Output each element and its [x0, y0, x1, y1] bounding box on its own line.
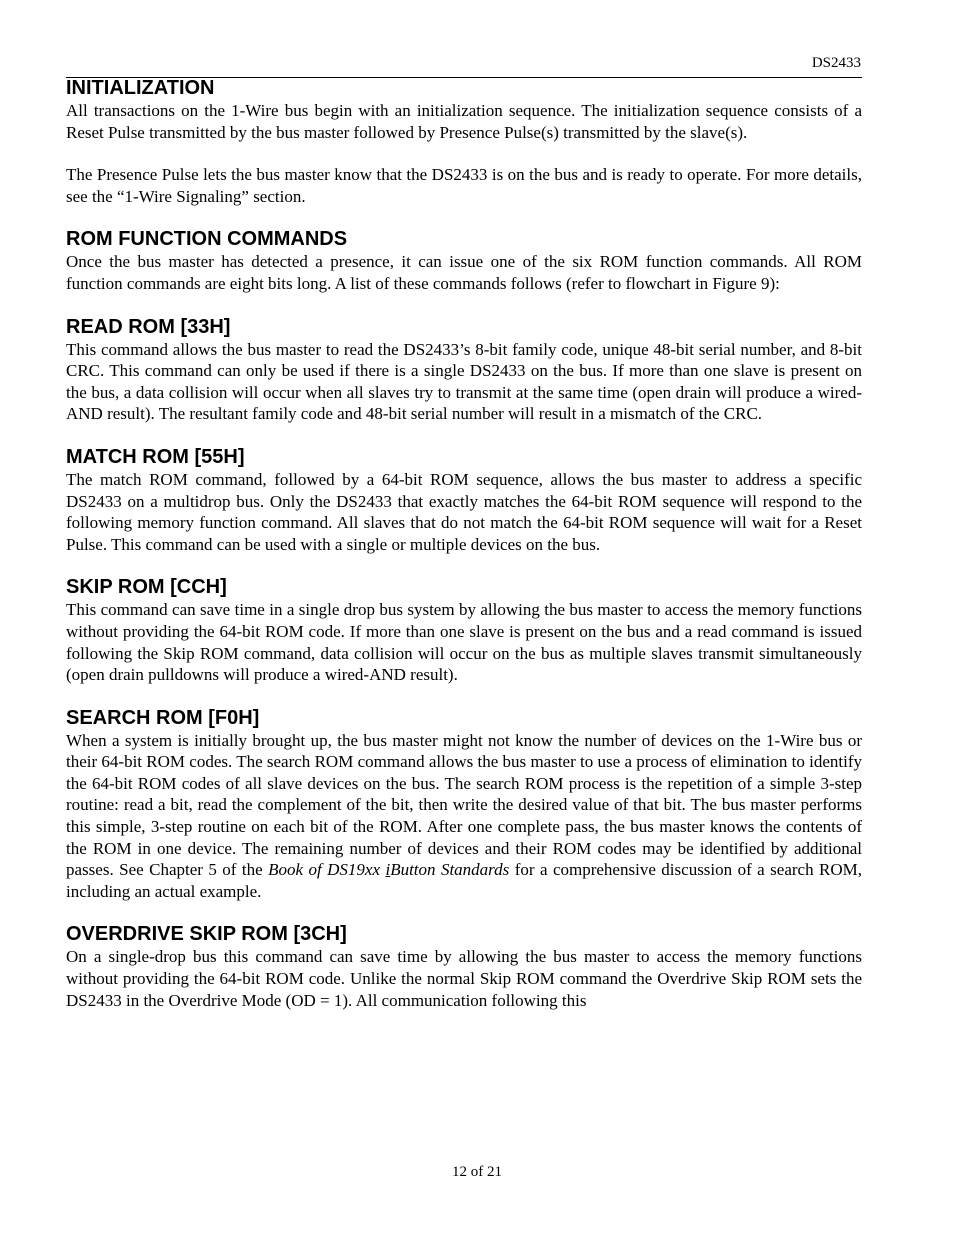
- search-rom-text-part-2: for a comprehensive discussion of a search ROM, including an actual example.: [66, 860, 862, 901]
- heading-read-rom: READ ROM [33H]: [66, 315, 231, 338]
- heading-rom-function-commands: ROM FUNCTION COMMANDS: [66, 228, 348, 251]
- search-rom-text-part-1: When a system is initially brought up, the bus master might not know the number of devices on the 1-Wire bus or their 64-bit ROM codes. The search ROM command allows the bus master to use a process of elimination to identify the 64-bit ROM codes of all slave devices on the bus. The search ROM process is the repetition of a simple 3-step routine: read a bit, read the complement of the bit, then write the desired value of that bit. The bus master performs this simple, 3-step routine on each bit of the ROM. After one complete pass, the bus master knows the contents of the ROM in one device. The remaining number of devices and their ROM codes may be identified by additional passes. See Chapter 5 of the: [66, 730, 862, 880]
- page-content: [66, 76, 862, 1011]
- heading-skip-rom: SKIP ROM [CCH]: [66, 576, 227, 599]
- heading-overdrive-skip-rom: OVERDRIVE SKIP ROM [3CH]: [66, 923, 347, 946]
- paragraph-initialization-2: The Presence Pulse lets the bus master know that the DS2433 is on the bus and is ready to operate. For more details, see the “1-Wire Signaling” section.: [66, 165, 862, 206]
- paragraph-rom-function-commands: Once the bus master has detected a presence, it can issue one of the six ROM function commands. All ROM function commands are eight bits long. A list of these commands follows (refer to flowchart in Figure 9):: [66, 252, 862, 293]
- paragraph-initialization-1: All transactions on the 1-Wire bus begin with an initialization sequence. The initialization sequence consists of a Reset Pulse transmitted by the bus master followed by Presence Pulse(s) transmitted by the slave(s).: [66, 101, 862, 142]
- heading-match-rom: MATCH ROM [55H]: [66, 445, 245, 468]
- paragraph-read-rom: This command allows the bus master to read the DS2433’s 8-bit family code, unique 48-bit serial number, and 8-bit CRC. This command can only be used if there is a single DS2433 on the bus. If more than one slave is present on the bus, a data collision will occur when all slaves try to transmit at the same time (open drain will produce a wired-AND result). The resultant family code and 48-bit serial number will result in a mismatch of the CRC.: [66, 339, 862, 424]
- heading-initialization: INITIALIZATION: [66, 77, 215, 99]
- document-id: DS2433: [811, 55, 861, 71]
- heading-search-rom: SEARCH ROM [F0H]: [66, 706, 260, 729]
- paragraph-skip-rom: This command can save time in a single drop bus system by allowing the bus master to access the memory functions without providing the 64-bit ROM code. If more than one slave is present on the bus and a read command is issued following the Skip ROM command, data collision will occur on the bus as multiple slaves transmit simultaneously (open drain pulldowns will produce a wired-AND result).: [66, 600, 862, 685]
- page-number: 12 of 21: [452, 1164, 502, 1180]
- paragraph-match-rom: The match ROM command, followed by a 64-bit ROM sequence, allows the bus master to address a specific DS2433 on a multidrop bus. Only the DS2433 that exactly matches the 64-bit ROM sequence will respond to the following memory function command. All slaves that do not match the 64-bit ROM sequence will wait for a Reset Pulse. This command can be used with a single or multiple devices on the bus.: [66, 469, 862, 554]
- paragraph-search-rom: [66, 730, 862, 903]
- book-title: Book of DS19xx iButton Standards: [268, 860, 510, 880]
- paragraph-overdrive-skip-rom: On a single-drop bus this command can save time by allowing the bus master to access the memory functions without providing the 64-bit ROM code. Unlike the normal Skip ROM command the Overdrive Skip ROM sets the DS2433 in the Overdrive Mode (OD = 1). All communication following this: [66, 947, 862, 1010]
